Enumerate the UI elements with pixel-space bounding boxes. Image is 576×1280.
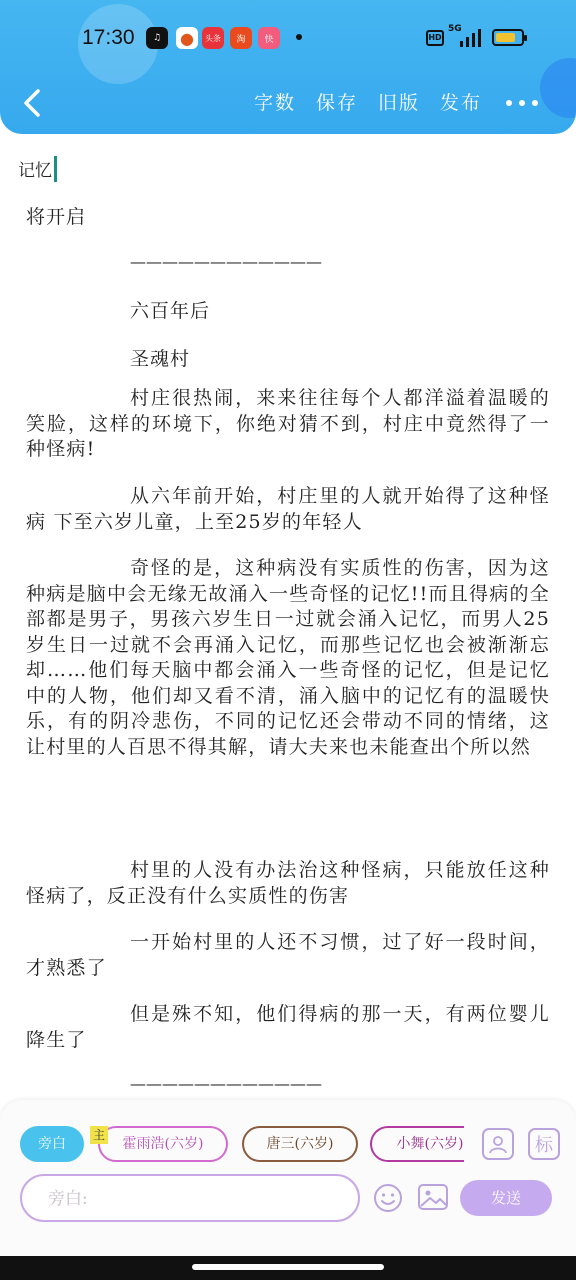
chapter-title[interactable] xyxy=(18,156,57,182)
status-bar xyxy=(0,18,576,58)
kuaishou-app-icon: 快 xyxy=(258,27,280,49)
system-nav-bar xyxy=(0,1256,576,1280)
signal-icon xyxy=(458,28,484,48)
text-line: 六百年后 xyxy=(130,300,211,322)
status-time: 17:30 xyxy=(82,26,135,49)
network-type-label: 5G xyxy=(448,24,462,34)
text-line: 圣魂村 xyxy=(130,348,191,370)
paragraph: 奇怪的是，这种病没有实质性的伤害，因为这种病是脑中会无缘无故涌入一些奇怪的记忆!!而且得病的全部都是男子，男孩六岁生日一过就会涌入记忆，而男人25岁生日一过就不会再涌入记忆，而那些记忆也会被渐渐忘却……他们每天脑中都会涌入一些奇怪的记忆，但是记忆中的人物，他们却又看不清，涌入脑中的记忆有的温暖快乐，有的阴冷悲伤，不同的记忆还会带动不同的情绪，这让村里的人百思不得其解，请大夫来也未能查出个所以然 xyxy=(26,557,550,758)
paragraph: 村庄很热闹，来来往往每个人都洋溢着温暖的笑脸，这样的环境下，你绝对猜不到，村庄中竟然得了一种怪病! xyxy=(26,387,550,460)
character-chip-row[interactable] xyxy=(18,1124,464,1164)
basketball-app-icon: ● xyxy=(176,27,198,49)
back-arrow-icon[interactable] xyxy=(20,88,46,118)
character-manage-button[interactable] xyxy=(482,1128,514,1160)
hd-icon: HD xyxy=(426,30,444,46)
app-header xyxy=(0,0,576,134)
old-version-button[interactable]: 旧版 xyxy=(378,92,421,114)
tag-button[interactable] xyxy=(528,1128,560,1160)
editor-navbar xyxy=(0,80,576,126)
send-button[interactable]: 发送 xyxy=(460,1180,552,1216)
dialogue-input[interactable] xyxy=(48,1184,338,1214)
paragraph: 从六年前开始，村庄里的人就开始得了这种怪病 下至六岁儿童，上至25岁的年轻人 xyxy=(26,485,550,533)
battery-icon xyxy=(492,29,524,46)
character-chip[interactable]: 唐三(六岁) xyxy=(242,1126,358,1162)
main-character-badge: 主 xyxy=(90,1126,108,1144)
editor-content[interactable] xyxy=(0,140,576,1100)
home-indicator[interactable] xyxy=(192,1264,384,1270)
text-cursor xyxy=(54,156,57,182)
dialogue-input-box[interactable] xyxy=(20,1174,360,1222)
publish-button[interactable]: 发布 xyxy=(440,92,483,114)
more-notifications-dot xyxy=(296,34,302,40)
emoji-icon[interactable] xyxy=(372,1182,404,1214)
taobao-app-icon: 淘 xyxy=(230,27,252,49)
image-icon[interactable] xyxy=(416,1180,450,1214)
tag-icon: 标 xyxy=(535,1135,553,1156)
paragraph: 村里的人没有办法治这种怪病，只能放任这种怪病了，反正没有什么实质性的伤害 xyxy=(26,859,550,907)
narrator-chip[interactable]: 旁白 xyxy=(20,1126,84,1162)
character-chip[interactable]: 霍雨浩(六岁) xyxy=(98,1126,228,1162)
music-app-icon: ♫ xyxy=(146,27,168,49)
character-chip[interactable]: 小舞(六岁) xyxy=(370,1126,464,1162)
battery-level xyxy=(496,33,515,42)
paragraph: 但是殊不知，他们得病的那一天，有两位婴儿降生了 xyxy=(26,1003,550,1051)
word-count-button[interactable]: 字数 xyxy=(254,92,297,114)
text-line: 将开启 xyxy=(26,206,87,228)
save-button[interactable]: 保存 xyxy=(316,92,359,114)
person-icon xyxy=(486,1132,510,1156)
paragraph: 一开始村里的人还不习惯，过了好一段时间，才熟悉了 xyxy=(26,931,550,979)
more-options-icon[interactable] xyxy=(506,92,538,112)
separator-line: ———————————— xyxy=(130,252,322,271)
chapter-title-text: 记忆 xyxy=(18,161,52,181)
toutiao-app-icon: 头条 xyxy=(202,27,224,49)
separator-line: ———————————— xyxy=(130,1074,322,1093)
